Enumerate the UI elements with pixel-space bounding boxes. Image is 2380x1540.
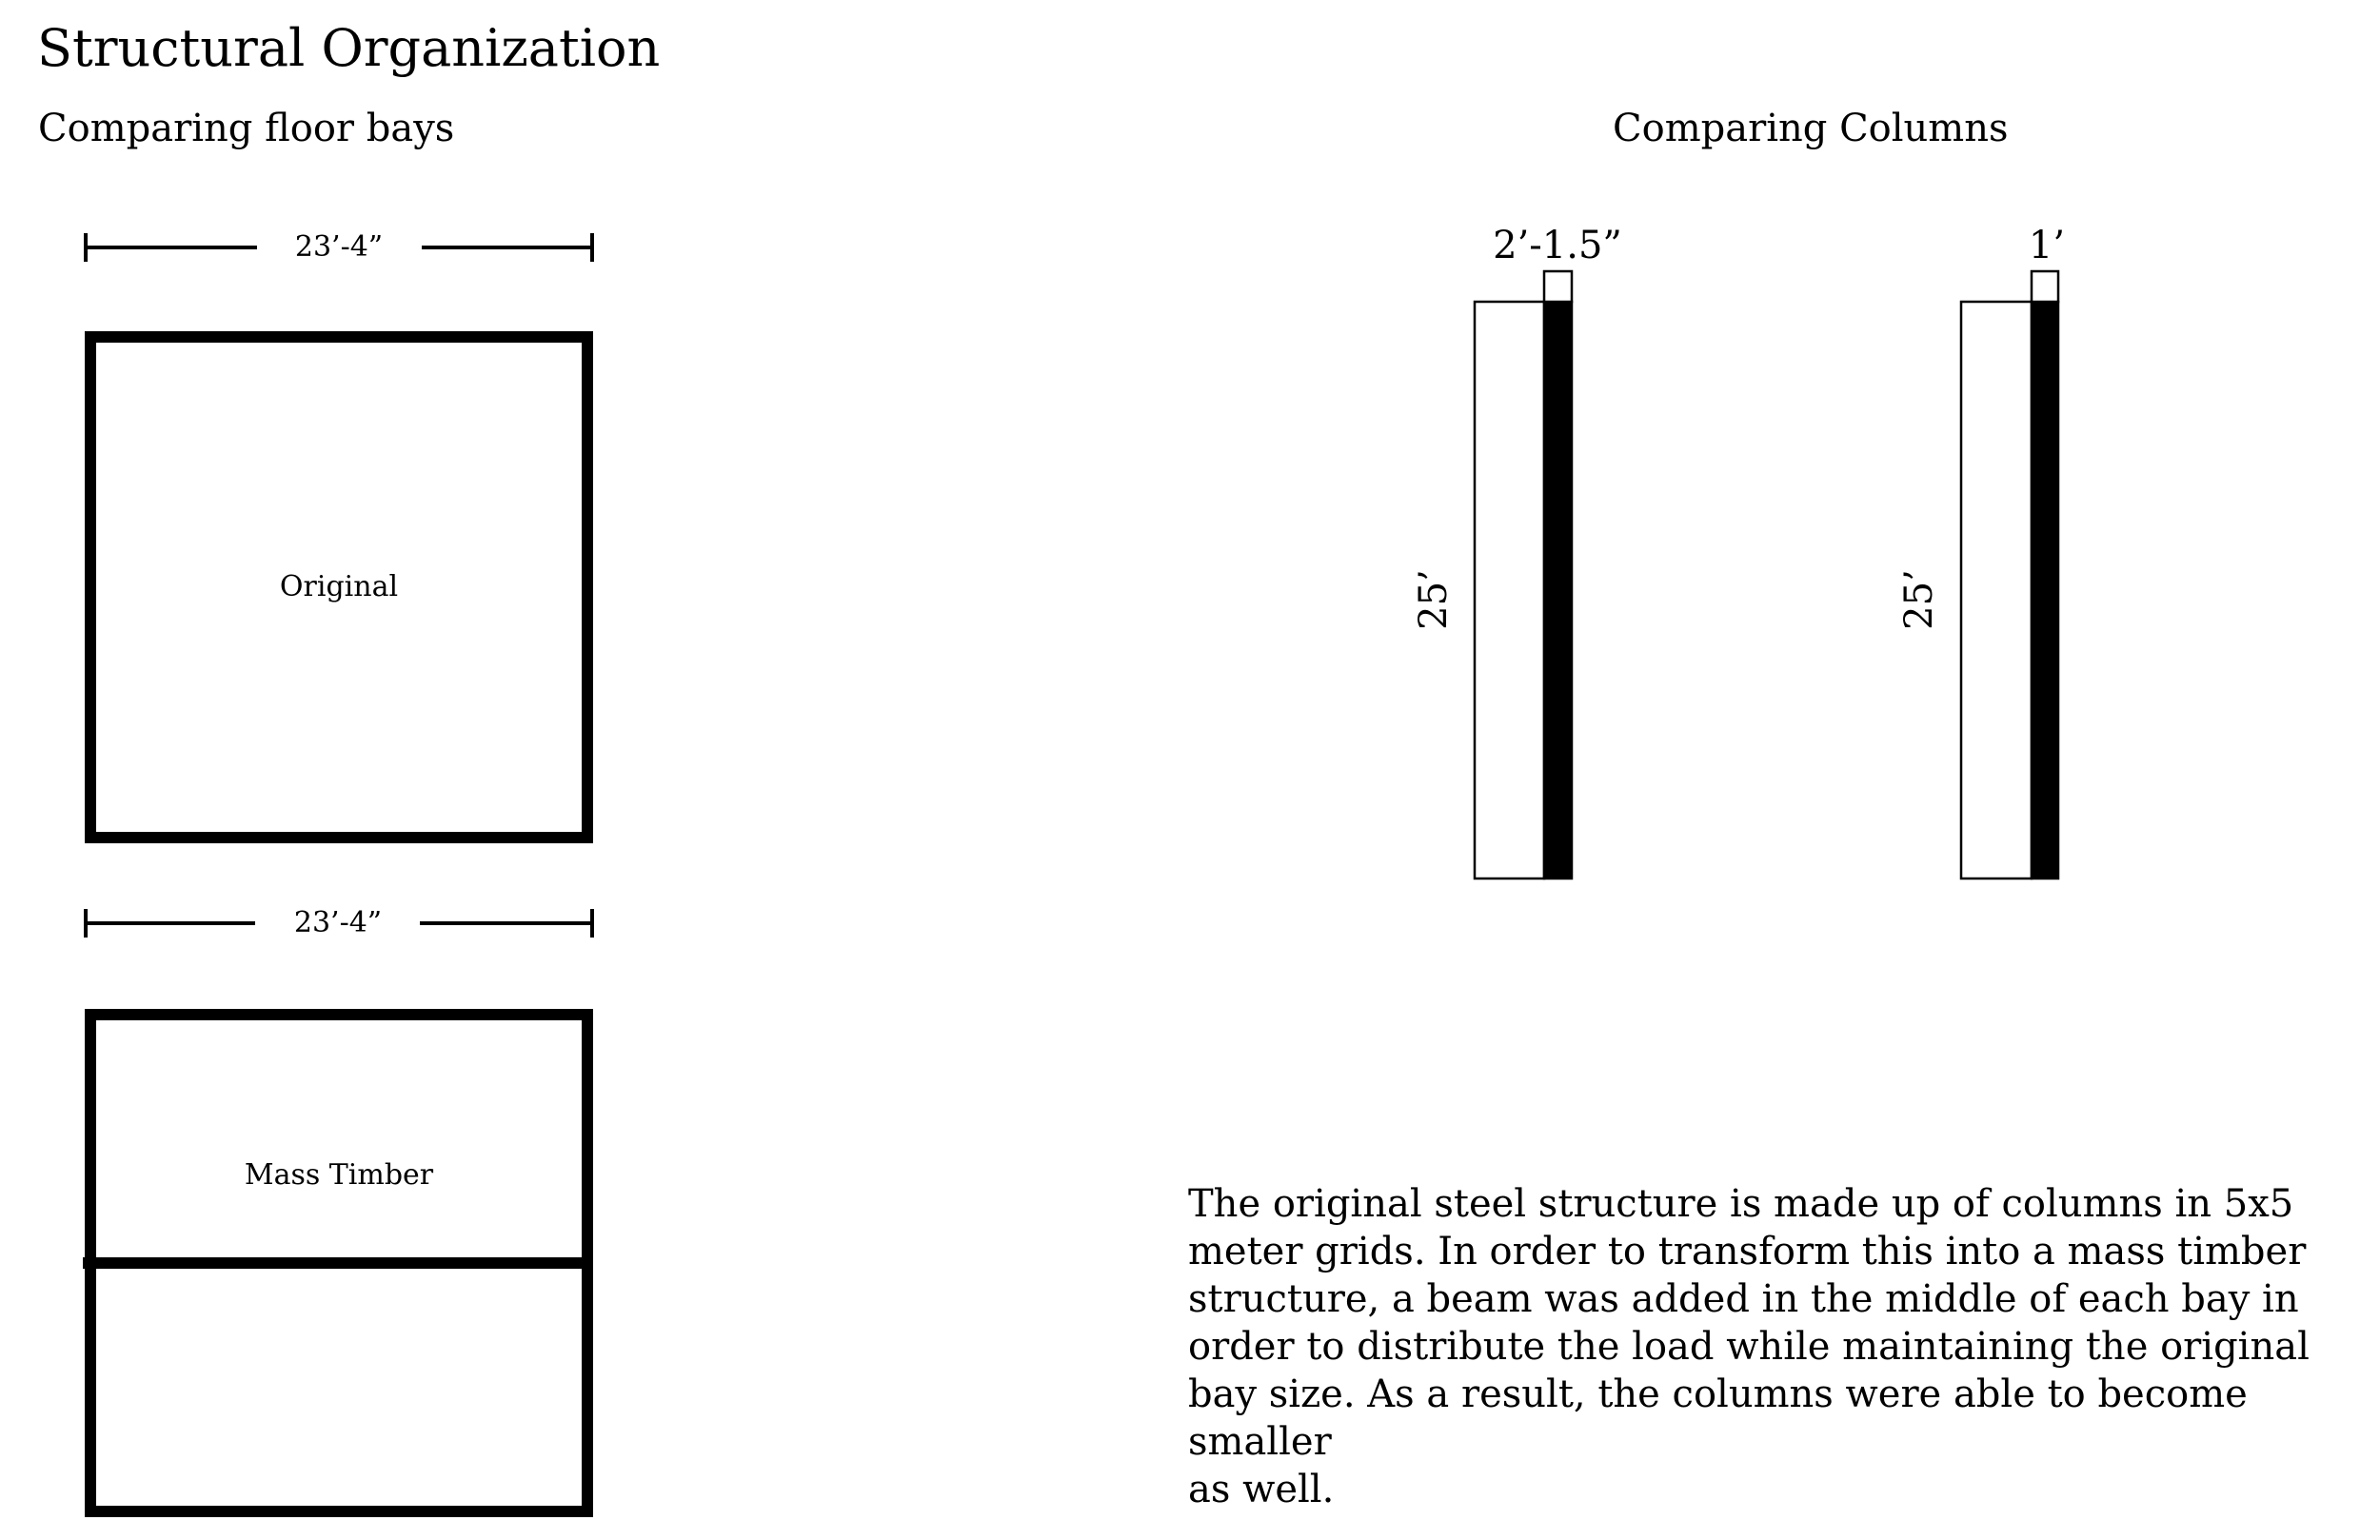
mass-timber-column-height-label: 25’ bbox=[1897, 569, 1941, 630]
original-column-section bbox=[1544, 302, 1572, 879]
columns-heading: Comparing Columns bbox=[1613, 107, 2009, 150]
mass-timber-column-width-label: 1’ bbox=[2028, 224, 2066, 267]
mass-timber-column-section bbox=[2032, 302, 2058, 879]
original-column bbox=[1475, 271, 1572, 879]
original-column-cap bbox=[1544, 271, 1572, 302]
original-column-width-label: 2’-1.5” bbox=[1493, 224, 1622, 267]
floor-bays-heading: Comparing floor bays bbox=[38, 107, 455, 150]
mass-timber-bay-label: Mass Timber bbox=[244, 1158, 434, 1192]
mass-timber-column-body bbox=[1961, 302, 2032, 879]
mass-timber-column bbox=[1961, 271, 2058, 879]
original-column-height-label: 25’ bbox=[1412, 569, 1456, 630]
page-title: Structural Organization bbox=[37, 18, 661, 78]
original-bay-label: Original bbox=[279, 570, 399, 603]
mass-timber-bay-dimension-label: 23’-4” bbox=[293, 906, 383, 939]
mass-timber-column-cap bbox=[2032, 271, 2058, 302]
description-paragraph: The original steel structure is made up of columns in 5x5 meter grids. In order to transform this into a mass timber structure, a beam was added in the middle of each bay in order to distribute the load while maintaining the original bay size. As a result, the columns were able to become smaller as well. bbox=[1188, 1182, 2310, 1511]
original-column-body bbox=[1475, 302, 1544, 879]
original-bay-dimension-label: 23’-4” bbox=[294, 230, 384, 264]
